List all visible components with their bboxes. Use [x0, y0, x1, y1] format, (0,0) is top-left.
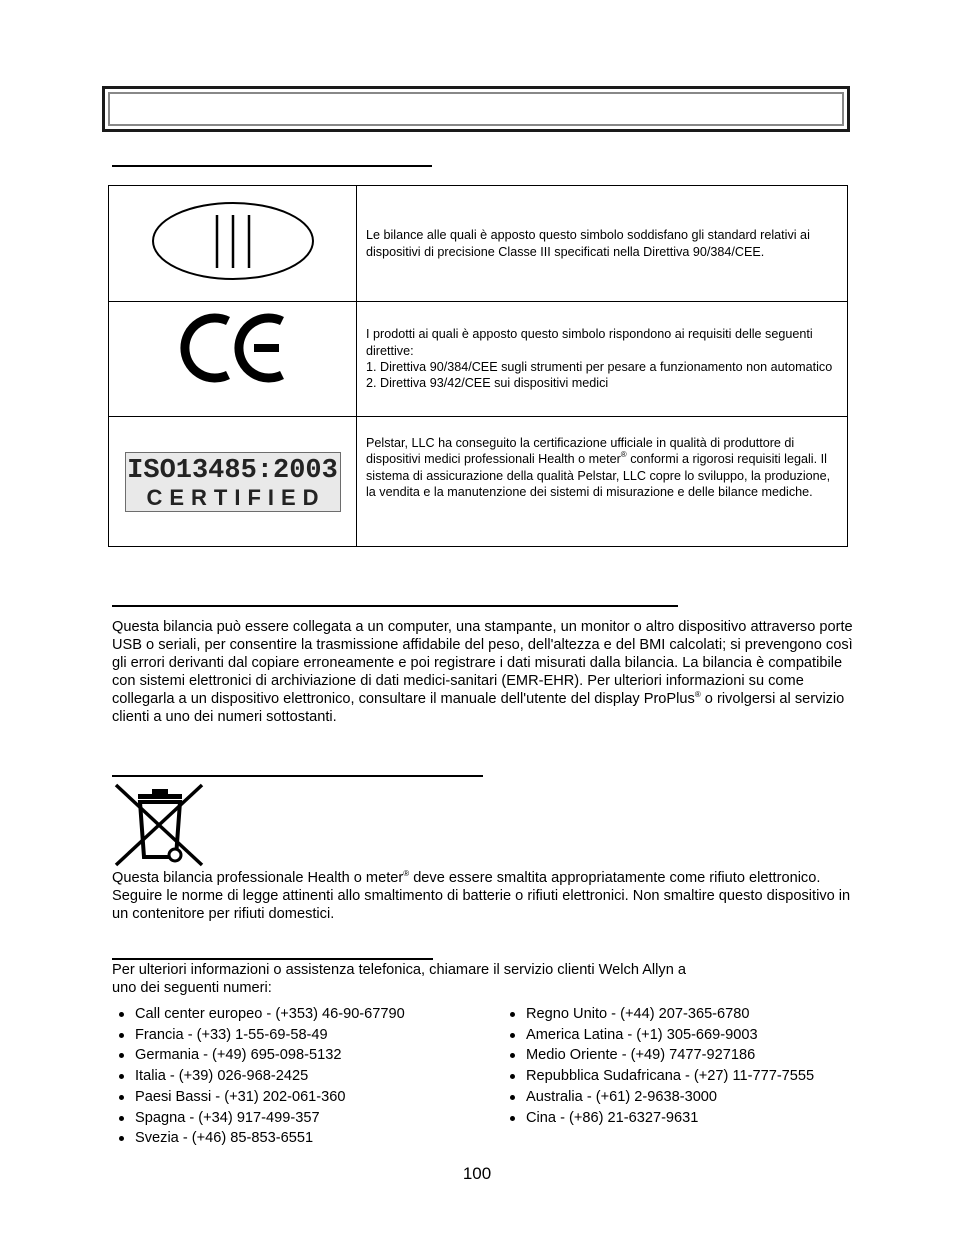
list-item: Francia - (+33) 1-55-69-58-49	[112, 1025, 405, 1046]
paragraph-text: Questa bilancia può essere collegata a un computer, una stampante, un monitor o altro dispositivo attraverso porte USB o seriali, per consentire la trasmissione affidabile del peso, dell'altezza e del BMI calcolati; si prevengono così gli errori derivanti dal copiare erroneamente e poi registrare i dati misurati dalla bilancia. La bilancia è compatibile con sistemi elettronici di archiviazione di dati medici-sanitari (EMR-EHR). Per ulteriori informazioni su come collegarla a un dispositivo elettronico, consultare il manuale dell'utente del display ProPlus	[112, 619, 853, 707]
connectivity-paragraph	[112, 619, 862, 726]
registered-mark: ®	[694, 689, 701, 699]
paragraph-text: Questa bilancia professionale Health o meter	[112, 870, 404, 886]
iso-certified-badge	[125, 452, 341, 512]
intro-line: Per ulteriori informazioni o assistenza telefonica, chiamare il servizio clienti Welch Allyn a	[112, 962, 686, 978]
description-line: 1. Direttiva 90/384/CEE sugli strumenti per pesare a funzionamento non automatico	[366, 360, 833, 374]
intro-line: uno dei seguenti numeri:	[112, 979, 272, 996]
title-frame	[102, 86, 850, 132]
table-row	[109, 417, 848, 547]
symbol-description: Le bilance alle quali è apposto questo simbolo soddisfano gli standard relativi ai dispositivi di precisione Classe III specificati nella Direttiva 90/384/CEE.	[357, 186, 848, 302]
registered-mark: ®	[403, 869, 410, 878]
section-heading-rule	[112, 165, 432, 167]
description-line: I prodotti ai quali è apposto questo simbolo rispondono ai requisiti delle seguenti direttive:	[366, 327, 813, 358]
paragraph-text: o rivolgersi al servizio clienti a uno dei numeri sottostanti.	[112, 690, 845, 725]
badge-certified-text: CERTIFIED	[146, 484, 326, 510]
registered-mark: ®	[620, 450, 627, 460]
list-item: Italia - (+39) 026-968-2425	[112, 1066, 405, 1087]
list-item: Spagna - (+34) 917-499-357	[112, 1108, 405, 1129]
list-item: America Latina - (+1) 305-669-9003	[503, 1025, 814, 1046]
badge-iso-text: ISO13485:2003	[127, 455, 338, 486]
symbol-cell	[109, 302, 357, 417]
section-heading-rule	[112, 605, 678, 607]
description-text: conformi a rigorosi requisiti legali. Il sistema di assicurazione della qualità Pelstar, LLC copre lo sviluppo, la produzione, la vendita e la manutenzione dei sistemi di misurazione e delle bilance mediche.	[366, 452, 831, 500]
symbol-description	[357, 417, 848, 547]
description-line: 2. Direttiva 93/42/CEE sui dispositivi medici	[366, 376, 609, 391]
page-number: 100	[462, 1164, 492, 1183]
class-iii-icon	[148, 196, 318, 286]
section-heading-rule	[112, 958, 433, 960]
list-item: Medio Oriente - (+49) 7477-927186	[503, 1045, 814, 1066]
symbols-table	[108, 185, 848, 547]
disposal-paragraph	[112, 870, 862, 924]
symbol-cell	[109, 417, 357, 547]
list-item: Svezia - (+46) 85-853-6551	[112, 1128, 405, 1149]
list-item: Germania - (+49) 695-098-5132	[112, 1045, 405, 1066]
list-item: Call center europeo - (+353) 46-90-67790	[112, 1004, 405, 1025]
contacts-intro	[112, 962, 862, 998]
table-row	[109, 302, 848, 417]
list-item: Australia - (+61) 2-9638-3000	[503, 1087, 814, 1108]
crossed-out-bin-icon	[112, 783, 206, 867]
section-heading-rule	[112, 775, 483, 777]
list-item: Paesi Bassi - (+31) 202-061-360	[112, 1087, 405, 1108]
list-item: Cina - (+86) 21-6327-9631	[503, 1108, 814, 1129]
list-item: Regno Unito - (+44) 207-365-6780	[503, 1004, 814, 1025]
contacts-list-right	[503, 1004, 814, 1128]
contacts-list-left	[112, 1004, 405, 1149]
description-text: Pelstar, LLC ha conseguito la certificazione ufficiale in qualità di produttore di dispositivi medici professionali Health o meter	[366, 436, 795, 467]
paragraph-text: deve essere smaltita appropriatamente come rifiuto elettronico. Seguire le norme di legge attinenti allo smaltimento di batterie o rifiuti elettronici. Non smaltire questo dispositivo in un contenitore per rifiuti domestici.	[112, 870, 851, 922]
list-item: Repubblica Sudafricana - (+27) 11-777-7555	[503, 1066, 814, 1087]
ce-mark-icon	[178, 308, 288, 388]
table-row	[109, 186, 848, 302]
symbol-description	[357, 302, 848, 417]
symbol-cell	[109, 186, 357, 302]
